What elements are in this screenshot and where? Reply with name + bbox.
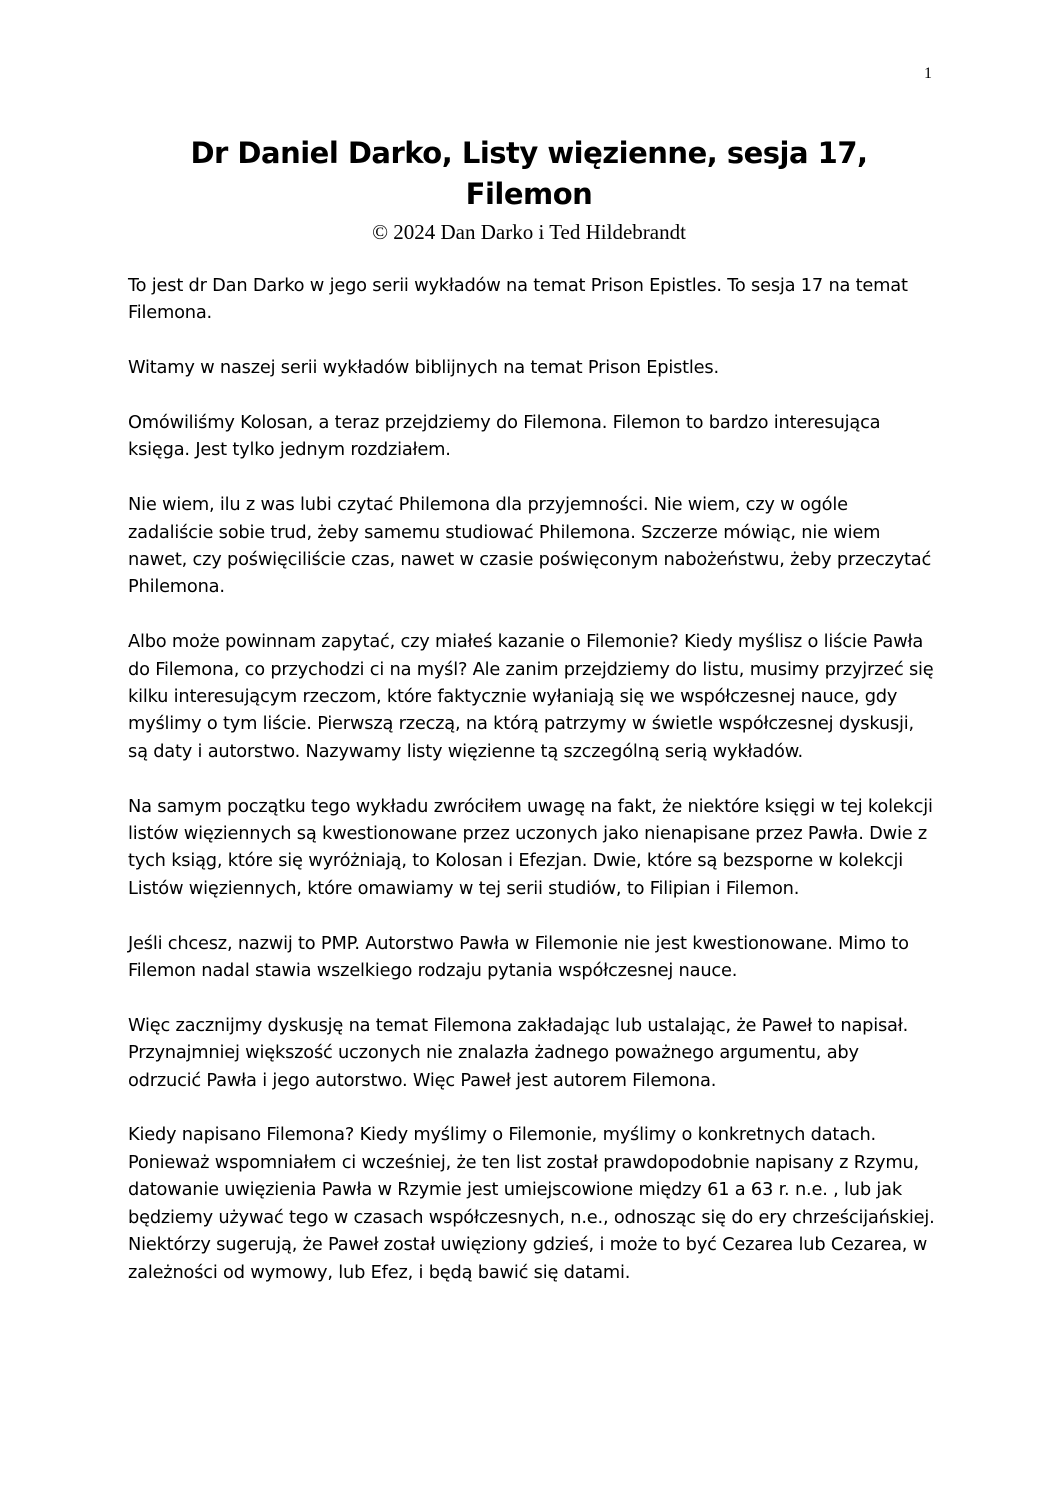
title-line-1: Dr Daniel Darko, Listy więzienne, sesja 17, — [190, 136, 868, 170]
copyright-notice: © 2024 Dan Darko i Ted Hildebrandt — [372, 220, 686, 244]
document-title — [129, 133, 929, 215]
paragraph: Witamy w naszej serii wykładów biblijnych na temat Prison Epistles. — [128, 357, 719, 379]
paragraph: To jest dr Dan Darko w jego serii wykładów na temat Prison Epistles. To sesja 17 na temat Filemona. — [128, 275, 908, 324]
paragraph: Jeśli chcesz, nazwij to PMP. Autorstwo Pawła w Filemonie nie jest kwestionowane. Mimo to Filemon nadal stawia wszelkiego rodzaju pytania współczesnej nauce. — [128, 932, 909, 982]
paragraph: Na samym początku tego wykładu zwróciłem uwagę na fakt, że niektóre księgi w tej kolekcji listów więziennych są kwestionowane przez uczonych jako nienapisane przez Pawła. Dwie z tych ksiąg, które się wyróżniają, to Kolosan i Efezjan. Dwie, które są bezsporne w kolekcji Listów więziennych, które omawiamy w tej serii studiów, to Filipian i Filemon. — [128, 795, 933, 899]
paragraph: Więc zacznijmy dyskusję na temat Filemona zakładając lub ustalając, że Paweł to napisał. Przynajmniej większość uczonych nie znalazła żadnego poważnego argumentu, aby odrzucić Pawła i jego autorstwo. Więc Paweł jest autorem Filemona. — [128, 1014, 909, 1091]
paragraph: Kiedy napisano Filemona? Kiedy myślimy o Filemonie, myślimy o konkretnych datach. Ponieważ wspomniałem ci wcześniej, że ten list został prawdopodobnie napisany z Rzymu, datowanie uwięzienia Pawła w Rzymie jest umiejscowione między 61 a 63 r. n.e. , lub jak będziemy używać tego w czasach współczesnych, n.e., odnosząc się do ery chrześcijańskiej. Niektórzy sugerują, że Paweł został uwięziony gdzieś, i może to być Cezarea lub Cezarea, w zależności od wymowy, lub Efez, i będą bawić się datami. — [128, 1124, 935, 1283]
paragraph: Omówiliśmy Kolosan, a teraz przejdziemy do Filemona. Filemon to bardzo interesująca księga. Jest tylko jednym rozdziałem. — [128, 412, 881, 461]
title-line-2: Filemon — [465, 177, 593, 211]
paragraph: Nie wiem, ilu z was lubi czytać Philemona dla przyjemności. Nie wiem, czy w ogóle zadaliście sobie trud, żeby samemu studiować Philemona. Szczerze mówiąc, nie wiem nawet, czy poświęciliście czas, nawet w czasie poświęconym nabożeństwu, żeby przeczytać Philemona. — [128, 494, 932, 598]
document-body — [128, 272, 936, 1313]
paragraph: Albo może powinnam zapytać, czy miałeś kazanie o Filemonie? Kiedy myślisz o liście Pawła do Filemona, co przychodzi ci na myśl? Ale zanim przejdziemy do listu, musimy przyjrzeć się kilku interesującym rzeczom, które faktycznie wyłaniają się we współczesnej nauce, gdy myślimy o tym liście. Pierwszą rzeczą, na którą patrzymy w świetle współczesnej dyskusji, są daty i autorstwo. Nazywamy listy więzienne tą szczególną serią wykładów. — [128, 631, 934, 762]
page-number: 1 — [924, 65, 932, 82]
